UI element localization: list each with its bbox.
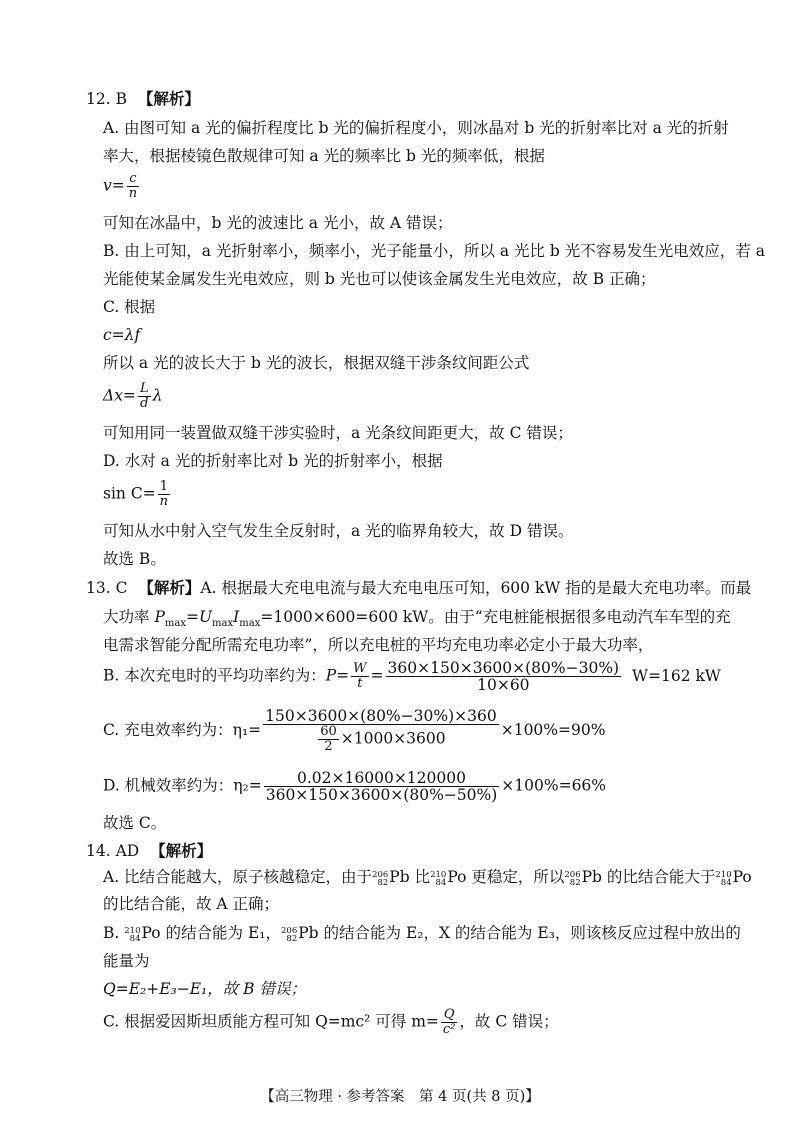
q12-formula-dx: Δx= $\frac{L}{d}$ λ bbox=[103, 381, 163, 411]
q13-b-formula: B. 本次充电时的平均功率约为：P= $\frac{W}{t}$ = $\frac{360\times 150\times 3600\times(80\%-30\%)}{10\times 60}$ W=162 kW bbox=[103, 659, 721, 694]
q14-a-line2: 的比结合能，故 A 正确； bbox=[103, 895, 280, 913]
q12-formula-sin: sin C= $\frac{1}{n}$ bbox=[103, 479, 169, 509]
q12-b-line2: 光能使某金属发生光电效应，则 b 光也可以使该金属发生光电效应，故 B 正确； bbox=[103, 270, 656, 288]
q13-conclusion: 故选 C。 bbox=[103, 814, 167, 832]
q12-a-line2: 率大，根据棱镜色散规律可知 a 光的频率比 b 光的频率低，根据 bbox=[103, 147, 545, 165]
q12-c-line1: C. 根据 bbox=[103, 298, 156, 316]
q14-b-formula: Q=E₂+E₃−E₁，故 B 错误； bbox=[103, 980, 306, 998]
q12-a-line1: A. 由图可知 a 光的偏折程度比 b 光的偏折程度小，则冰晶对 b 光的折射率比对 a 光的折射 bbox=[103, 119, 729, 137]
q13-header: 13. C 【解析】A. 根据最大充电电流与最大充电电压可知，600 kW 指的是最大充电功率。而最 bbox=[86, 578, 752, 597]
q12-d-line2: 可知从水中射入空气发生全反射时，a 光的临界角较大，故 D 错误。 bbox=[103, 522, 574, 540]
q12-c-line2: 所以 a 光的波长大于 b 光的波长，根据双缝干涉条纹间距公式 bbox=[103, 354, 530, 372]
q14-c-line1: C. 根据爱因斯坦质能方程可知 Q=mc² 可得 m= $\frac{Q}{\text{c²}}$ ，故 C 错误； bbox=[103, 1007, 559, 1037]
q14-a-line1: A. 比结合能越大，原子核越稳定，由于 206 82 Pb 比 210 84 Po 更稳定，所以 206 82 Pb 的比结合能大于 210 84 Po bbox=[103, 868, 752, 888]
q12-a-line3: 可知在冰晶中，b 光的波速比 a 光小，故 A 错误； bbox=[103, 214, 453, 232]
q13-line2: 大功率 $P_{max}=U_{max}I_{max}=1000\times 600=600$ kW。由于“充电桩能根据很多电动汽车车型的充 bbox=[103, 608, 731, 630]
page-footer: 【高三物理 · 参考答案 第 4 页(共 8 页)】 bbox=[260, 1089, 540, 1105]
q12-header: 12. B 【解析】 bbox=[86, 89, 200, 108]
q12-b-line1: B. 由上可知，a 光折射率小，频率小，光子能量小，所以 a 光比 b 光不容易发生光电效应，若 a bbox=[103, 242, 765, 260]
q14-b-line2: 能量为 bbox=[103, 952, 150, 970]
q12-d-line1: D. 水对 a 光的折射率比对 b 光的折射率小，根据 bbox=[103, 452, 443, 470]
q12-c-line3: 可知用同一装置做双缝干涉实验时，a 光条纹间距更大，故 C 错误； bbox=[103, 424, 573, 442]
q13-c-formula: C. 充电效率约为：η₁= 150×3600×(80%−30%)×360 $\frac{60}{2}$ ×1000×3600 ×100%=90% bbox=[103, 707, 606, 754]
q14-b-line1: B. 210 84 Po 的结合能为 E₁， 206 82 Pb 的结合能为 E₂，X 的结合能为 E₃，则该核反应过程中放出的 bbox=[103, 924, 741, 944]
q12-conclusion: 故选 B。 bbox=[103, 550, 166, 568]
q14-header: 14. AD 【解析】 bbox=[86, 841, 213, 860]
q12-formula-v: v= $\frac{c}{n}$ bbox=[103, 171, 138, 201]
q12-formula-c: c=λf bbox=[103, 326, 141, 344]
q13-line3: 电需求智能分配所需充电功率”，所以充电桩的平均充电功率必定小于最大功率， bbox=[103, 636, 654, 654]
q13-d-formula: D. 机械效率约为：η₂= $\frac{0.02\times 16000\times 120000}{360\times 150\times 3600\times(80\%-50\%)}$ ×100%=66% bbox=[103, 769, 607, 804]
